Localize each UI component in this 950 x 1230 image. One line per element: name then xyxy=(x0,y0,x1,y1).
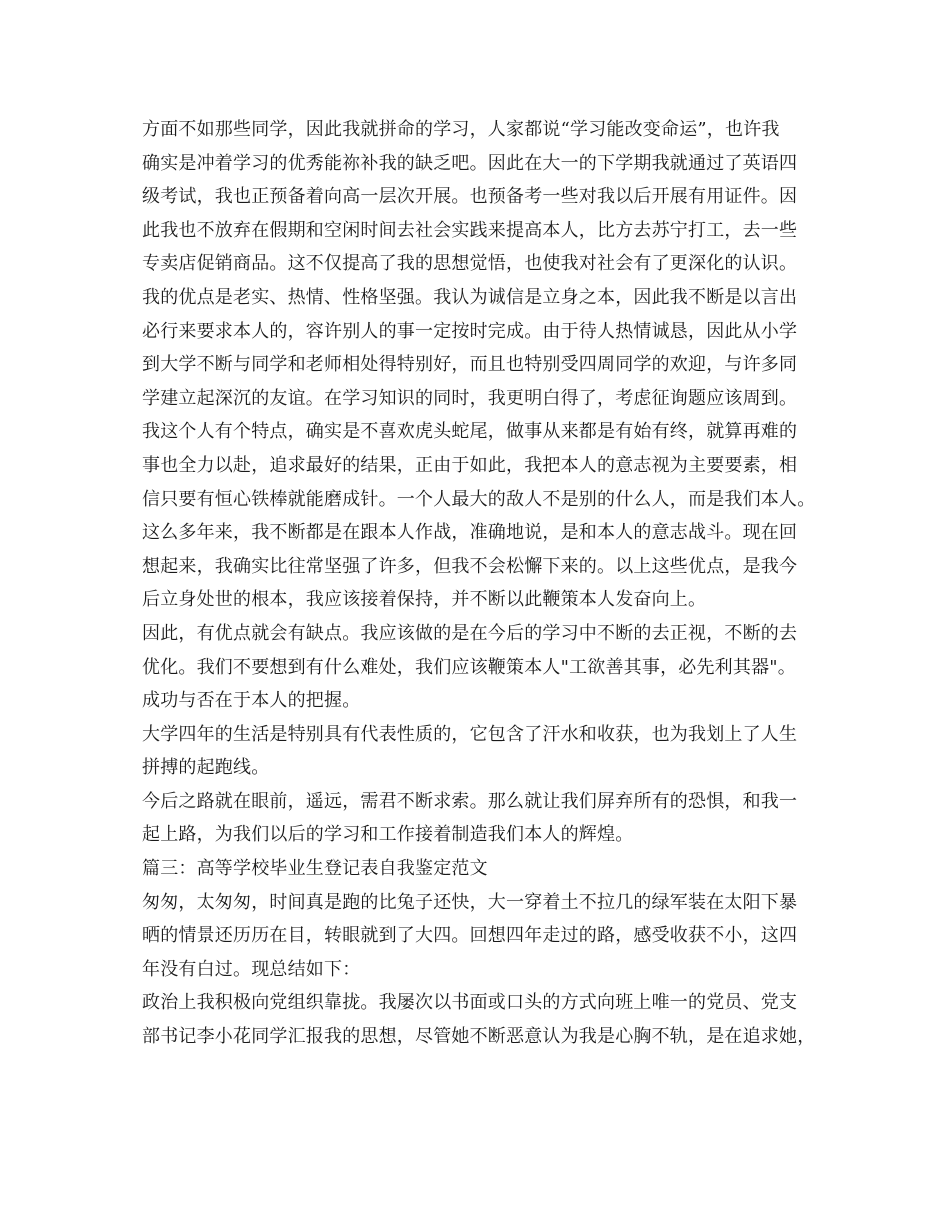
text-line: 部书记李小花同学汇报我的思想，尽管她不断恶意认为我是心胸不轨，是在追求她， xyxy=(142,1026,816,1048)
text-line: 优化。我们不要想到有什么难处，我们应该鞭策本人"工欲善其事，必先利其器"。 xyxy=(142,656,796,678)
text-line: 今后之路就在眼前，遥远，需君不断求索。那么就让我们屏弃所有的恐惧，和我一 xyxy=(142,790,798,812)
text-line: 想起来，我确实比往常坚强了许多，但我不会松懈下来的。以上这些优点，是我今 xyxy=(142,555,798,577)
text-line: 专卖店促销商品。这不仅提高了我的思想觉悟，也使我对社会有了更深化的认识。 xyxy=(142,253,798,275)
text-line: 年没有白过。现总结如下： xyxy=(142,958,361,980)
text-line: 方面不如那些同学，因此我就拼命的学习，人家都说“学习能改变命运”，也许我 xyxy=(142,119,780,140)
body-text xyxy=(142,113,832,1054)
text-line: 学建立起深沉的友谊。在学习知识的同时，我更明白得了，考虑征询题应该周到。 xyxy=(142,387,798,409)
text-line: 事也全力以赴，追求最好的结果，正由于如此，我把本人的意志视为主要要素，相 xyxy=(142,454,798,476)
text-line: 匆匆，太匆匆，时间真是跑的比兔子还快，大一穿着土不拉几的绿军装在太阳下暴 xyxy=(142,891,798,913)
text-line: 必行来要求本人的，容许别人的事一定按时完成。由于待人热情诚恳，因此从小学 xyxy=(142,320,798,342)
text-line: 大学四年的生活是特别具有代表性质的，它包含了汗水和收获，也为我划上了人生 xyxy=(142,723,798,745)
text-line: 成功与否在于本人的把握。 xyxy=(142,690,361,712)
text-line: 信只要有恒心铁棒就能磨成针。一个人最大的敌人不是别的什么人，而是我们本人。 xyxy=(142,488,816,510)
text-line: 我这个人有个特点，确实是不喜欢虎头蛇尾，做事从来都是有始有终，就算再难的 xyxy=(142,421,798,443)
text-line: 级考试，我也正预备着向高一层次开展。也预备考一些对我以后开展有用证件。因 xyxy=(142,186,798,208)
text-line: 起上路，为我们以后的学习和工作接着制造我们本人的辉煌。 xyxy=(142,824,634,846)
section-heading: 篇三：高等学校毕业生登记表自我鉴定范文 xyxy=(142,858,488,880)
text-line: 此我也不放弃在假期和空闲时间去社会实践来提高本人，比方去苏宁打工，去一些 xyxy=(142,219,798,241)
text-line: 这么多年来，我不断都是在跟本人作战，准确地说，是和本人的意志战斗。现在回 xyxy=(142,522,798,544)
text-line: 拼搏的起跑线。 xyxy=(142,757,270,779)
text-line: 我的优点是老实、热情、性格坚强。我认为诚信是立身之本，因此我不断是以言出 xyxy=(142,286,798,308)
text-line: 到大学不断与同学和老师相处得特别好，而且也特别受四周同学的欢迎，与许多同 xyxy=(142,354,798,376)
text-line: 因此，有优点就会有缺点。我应该做的是在今后的学习中不断的去正视，不断的去 xyxy=(142,622,798,644)
text-line: 确实是冲着学习的优秀能祢补我的缺乏吧。因此在大一的下学期我就通过了英语四 xyxy=(142,152,798,174)
text-line: 晒的情景还历历在目，转眼就到了大四。回想四年走过的路，感受收获不小，这四 xyxy=(142,925,798,947)
text-line: 后立身处世的根本，我应该接着保持，并不断以此鞭策本人发奋向上。 xyxy=(142,589,707,611)
text-line: 政治上我积极向党组织靠拢。我屡次以书面或口头的方式向班上唯一的党员、党支 xyxy=(142,992,798,1014)
